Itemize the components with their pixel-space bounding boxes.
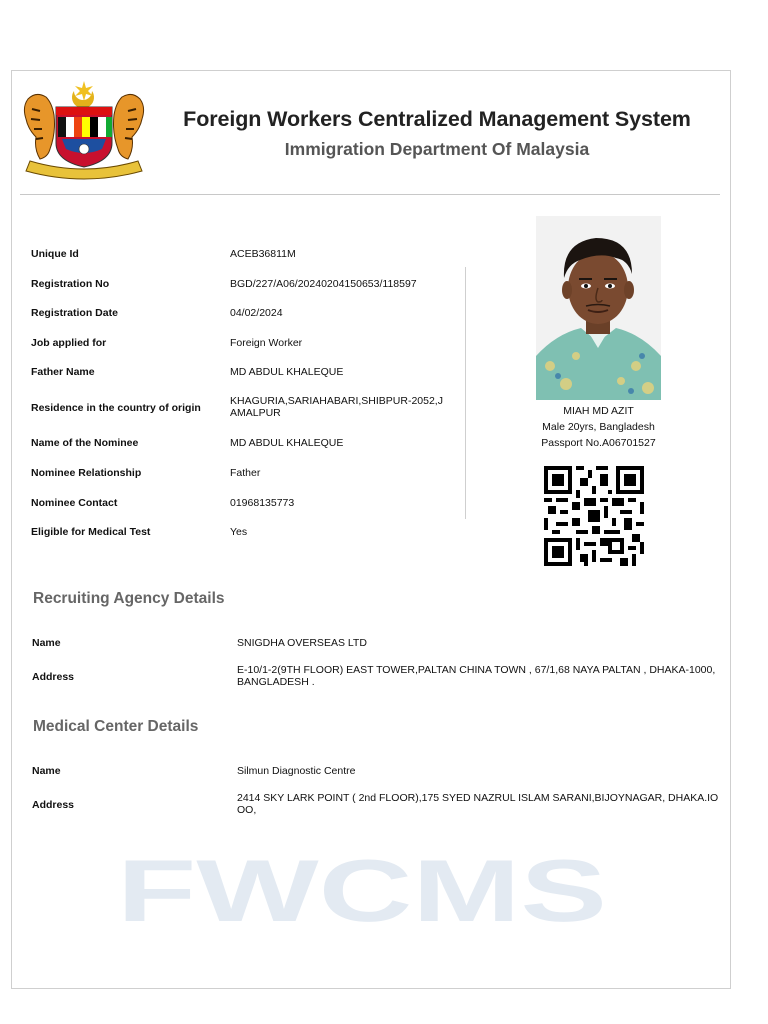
agency-address-value: E-10/1-2(9TH FLOOR) EAST TOWER,PALTAN CHINA TOWN , 67/1,68 NAYA PALTAN , DHAKA-1000, BANGLADESH . (237, 664, 716, 688)
medical-address-label: Address (32, 799, 75, 811)
registration-document (11, 70, 731, 989)
section-heading-medical-center: Medical Center Details (33, 718, 199, 735)
agency-name-value: SNIGDHA OVERSEAS LTD (237, 637, 367, 649)
detail-label: Nominee Relationship (31, 467, 142, 479)
applicant-gender-age-country: Male 20yrs, Bangladesh (542, 421, 655, 433)
detail-value: BGD/227/A06/20240204150653/118597 (230, 278, 417, 290)
detail-value: 04/02/2024 (230, 307, 283, 319)
detail-label: Job applied for (31, 337, 107, 349)
watermark-text: FWCMS (117, 851, 607, 926)
applicant-name: MIAH MD AZIT (563, 405, 634, 417)
applicant-photo (536, 216, 661, 400)
agency-name-label: Name (32, 637, 61, 649)
detail-value: Foreign Worker (230, 337, 303, 349)
qr-code-icon (544, 465, 644, 567)
detail-value: Yes (230, 526, 248, 538)
detail-label: Father Name (31, 366, 95, 378)
page-title: Foreign Workers Centralized Management System (183, 107, 691, 131)
header-divider (20, 194, 720, 195)
medical-address-value: 2414 SKY LARK POINT ( 2nd FLOOR),175 SYED NAZRUL ISLAM SARANI,BIJOYNAGAR, DHAKA.IOOO, (237, 792, 719, 816)
detail-value: MD ABDUL KHALEQUE (230, 366, 344, 378)
detail-value: 01968135773 (230, 497, 295, 509)
detail-value: ACEB36811M (230, 248, 296, 260)
agency-address-label: Address (32, 671, 75, 683)
page-subtitle: Immigration Department Of Malaysia (284, 139, 590, 159)
detail-value: MD ABDUL KHALEQUE (230, 437, 344, 449)
detail-label: Registration Date (31, 307, 118, 319)
detail-label: Residence in the country of origin (31, 402, 201, 414)
column-divider (465, 267, 466, 519)
detail-value: Father (230, 467, 261, 479)
section-heading-recruiting-agency: Recruiting Agency Details (33, 590, 225, 607)
detail-label: Name of the Nominee (31, 437, 139, 449)
detail-label: Unique Id (31, 248, 79, 260)
detail-label: Nominee Contact (31, 497, 118, 509)
detail-label: Registration No (31, 278, 110, 290)
detail-label: Eligible for Medical Test (31, 526, 151, 538)
malaysia-coat-of-arms-icon (22, 79, 146, 183)
detail-value: KHAGURIA,SARIAHABARI,SHIBPUR-2052,JAMALPUR (230, 395, 443, 419)
fwcms-watermark (112, 851, 612, 926)
medical-name-value: Silmun Diagnostic Centre (237, 765, 356, 777)
applicant-passport: Passport No.A06701527 (541, 437, 656, 449)
medical-name-label: Name (32, 765, 61, 777)
